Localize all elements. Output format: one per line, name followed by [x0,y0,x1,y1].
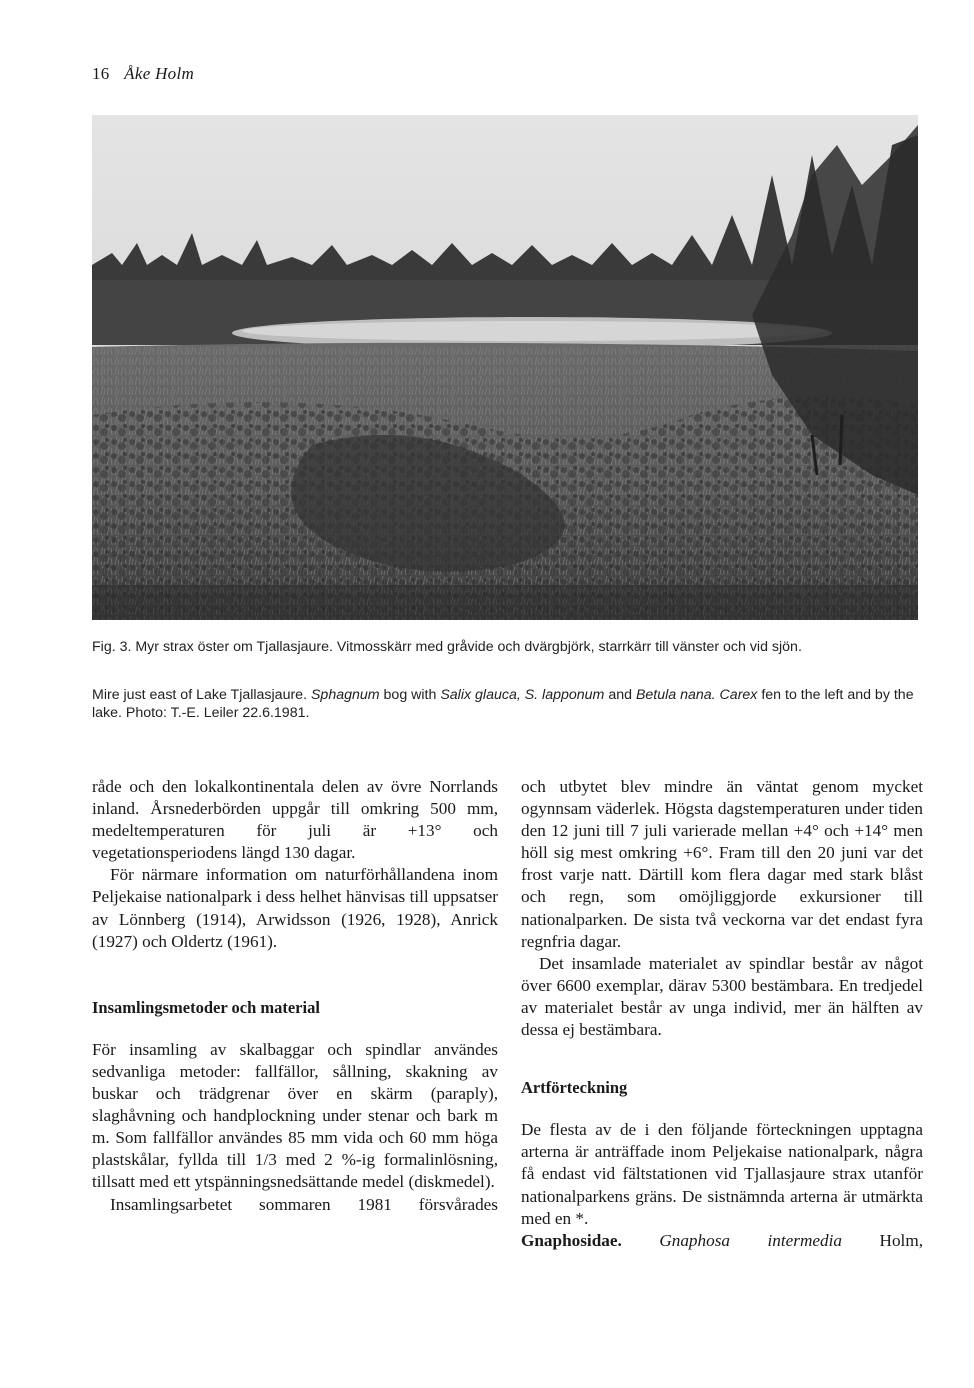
caption-taxon: Betula nana. Carex [635,687,758,703]
caption-text: fen to the left and by the lake. Photo: T.-E. Leiler 22.6.1981. [92,687,914,721]
section-heading-species-list: Artförteckning [521,1078,628,1098]
species-author: Holm, [842,1230,923,1250]
right-column [521,776,923,1252]
section-heading-methods: Insamlingsmetoder och material [92,997,320,1017]
left-column [92,776,498,1216]
figure-caption-english [92,686,922,722]
page-number: 16 [92,64,110,83]
paragraph: För insamling av skalbaggar och spindlar användes sedvanliga metoder: fallfällor, sållning, skakning av buskar och trädgrenar över en skärm (paraply), slaghåvning och handplockning under stenar och bark m m. Som fallfällor användes 85 mm vida och 60 mm höga plastskålar, fyllda till 1/3 med 2 %-ig formalinlösning, tillsatt med ett ytspänningsnedsättande medel (diskmedel). [92,1039,498,1192]
caption-taxon: Sphagnum [310,687,380,703]
figure-photo [92,115,918,620]
paragraph: För närmare information om naturförhållandena inom Peljekaise nationalpark i dess helhet hänvisas till uppsatser av Lönnberg (1914), Arwidsson (1926, 1928), Anrick (1927) och Oldertz (1961). [92,865,498,951]
paragraph: råde och den lokalkontinentala delen av övre Norrlands inland. Årsnederbörden uppgår till omkring 500 mm, medeltemperaturen för juli är +13° och vegetationsperiodens längd 130 dagar. [92,777,498,863]
species-name: Gnaphosa intermedia [659,1230,842,1250]
caption-text: and [604,687,636,703]
figure-caption-swedish: Fig. 3. Myr strax öster om Tjallasjaure. Vitmosskärr med gråvide och dvärgbjörk, starrkärr till vänster och vid sjön. [92,639,802,655]
paragraph: Det insamlade materialet av spindlar består av något över 6600 exemplar, därav 5300 bestämbara. En tredjedel av materialet består av unga individ, mer än hälften av dessa ej bestämbara. [521,953,923,1040]
running-author: Åke Holm [124,64,195,83]
caption-taxon: Salix glauca, S. lapponum [440,687,605,703]
running-header [92,64,194,84]
paragraph: De flesta av de i den följande förteckningen upptagna arterna är anträffade inom Peljekaise nationalpark, några få endast vid fältstationen vid Tjallasjaure strax utanför nationalparkens gräns. De sistnämnda arterna är utmärkta med en *. [521,1120,923,1228]
caption-text: bog with [379,687,441,703]
mire-landscape-photo [92,115,918,620]
caption-text: Mire just east of Lake Tjallasjaure. [92,687,311,703]
paragraph: Insamlingsarbetet sommaren 1981 försvårades [110,1194,498,1214]
family-name: Gnaphosidae. [521,1230,622,1250]
species-entry [521,1230,923,1252]
paragraph: och utbytet blev mindre än väntat genom mycket ogynnsam väderlek. Högsta dagstemperaturen under tiden den 12 juni till 7 juli varierade mellan +4° och +14° men höll sig mest omkring +6°. Fram till den 20 juni var det frost varje natt. Därtill kom flera dagar med stark blåst och regn, som omöjliggjorde exkursioner till nationalparken. De sista två veckorna var det endast fyra regnfria dagar. [521,777,923,951]
